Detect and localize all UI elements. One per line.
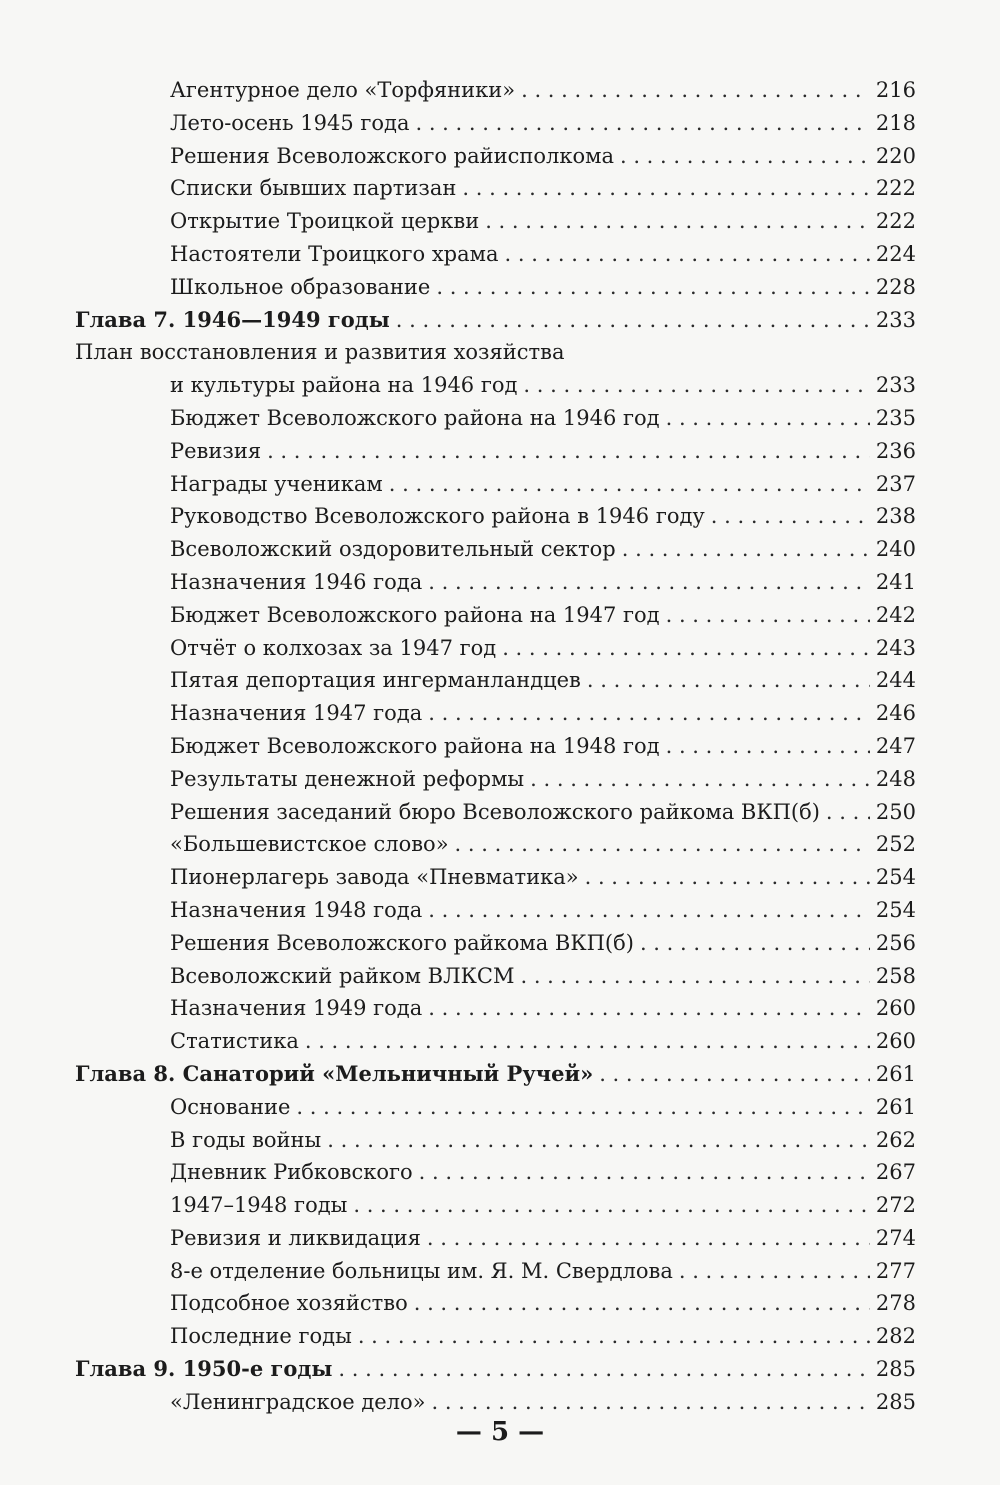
toc-entry-page: 220 bbox=[875, 143, 916, 168]
toc-entry bbox=[75, 894, 916, 927]
toc-entry-page: 256 bbox=[875, 930, 916, 955]
toc-entry bbox=[75, 566, 916, 599]
toc-entry-page: 262 bbox=[875, 1127, 916, 1152]
toc-entry-page: 235 bbox=[875, 405, 916, 430]
dot-leader bbox=[826, 796, 870, 829]
toc-entry-page: 272 bbox=[875, 1193, 916, 1218]
toc-entry bbox=[75, 1222, 916, 1255]
toc-entry bbox=[75, 533, 916, 566]
dot-leader bbox=[520, 960, 869, 993]
toc-entry-page: 216 bbox=[875, 78, 916, 102]
toc-entry-page: 242 bbox=[875, 602, 916, 627]
dot-leader bbox=[428, 566, 870, 599]
toc-entry bbox=[75, 205, 916, 238]
toc-entry bbox=[75, 1287, 916, 1320]
toc-entry-page: 222 bbox=[875, 176, 916, 201]
dot-leader bbox=[666, 402, 870, 435]
toc-entry-title: Бюджет Всеволожского района на 1948 год bbox=[170, 733, 660, 758]
dot-leader bbox=[428, 894, 870, 927]
toc-entry-page: 260 bbox=[875, 996, 916, 1021]
toc-entry bbox=[75, 632, 916, 665]
toc-entry-title: Глава 9. 1950-е годы bbox=[75, 1356, 333, 1382]
toc-entry bbox=[75, 500, 916, 533]
table-of-contents bbox=[75, 74, 916, 1419]
toc-entry-page: 261 bbox=[875, 1061, 916, 1086]
toc-entry-page: 244 bbox=[875, 668, 916, 693]
dot-leader bbox=[436, 271, 870, 304]
dot-leader bbox=[622, 533, 870, 566]
toc-entry bbox=[75, 664, 916, 697]
toc-entry bbox=[75, 1386, 916, 1419]
toc-entry-title: и культуры района на 1946 год bbox=[170, 373, 518, 398]
toc-entry-page: 285 bbox=[875, 1389, 916, 1414]
toc-entry bbox=[75, 1124, 916, 1157]
dot-leader bbox=[666, 730, 870, 763]
dot-leader bbox=[353, 1189, 870, 1222]
toc-entry bbox=[75, 1156, 916, 1189]
toc-entry-title: Бюджет Всеволожского района на 1946 год bbox=[170, 405, 660, 430]
dot-leader bbox=[485, 205, 870, 238]
dot-leader bbox=[666, 599, 870, 632]
dot-leader bbox=[414, 1287, 870, 1320]
toc-entry-title: В годы войны bbox=[170, 1127, 322, 1152]
toc-entry-title: Награды ученикам bbox=[170, 471, 383, 496]
toc-entry-page: 237 bbox=[875, 471, 916, 496]
toc-entry bbox=[75, 992, 916, 1025]
toc-entry-title: Лето-осень 1945 года bbox=[170, 110, 410, 135]
toc-entry-title: Агентурное дело «Торфяники» bbox=[170, 78, 516, 102]
toc-entry bbox=[75, 960, 916, 993]
toc-entry-page: 277 bbox=[875, 1258, 916, 1283]
toc-entry-page: 233 bbox=[875, 373, 916, 398]
toc-chapter-entry bbox=[75, 304, 916, 337]
toc-entry bbox=[75, 369, 916, 402]
toc-entry bbox=[75, 74, 916, 107]
toc-entry-page: 258 bbox=[875, 963, 916, 988]
toc-entry bbox=[75, 107, 916, 140]
dot-leader bbox=[462, 172, 870, 205]
toc-entry-title: Ревизия bbox=[170, 438, 262, 463]
dot-leader bbox=[521, 74, 870, 107]
toc-entry bbox=[75, 1091, 916, 1124]
toc-entry bbox=[75, 927, 916, 960]
toc-entry-title: Открытие Троицкой церкви bbox=[170, 209, 480, 234]
toc-entry-page: 274 bbox=[875, 1225, 916, 1250]
toc-entry-title: Всеволожский райком ВЛКСМ bbox=[170, 963, 515, 988]
dot-leader bbox=[396, 304, 870, 337]
toc-entry bbox=[75, 730, 916, 763]
toc-entry-title: Бюджет Всеволожского района на 1947 год bbox=[170, 602, 660, 627]
dot-leader bbox=[585, 861, 870, 894]
toc-entry bbox=[75, 238, 916, 271]
toc-entry-page: 260 bbox=[875, 1029, 916, 1054]
dot-leader bbox=[523, 369, 869, 402]
toc-entry-page: 233 bbox=[875, 307, 916, 332]
toc-entry-title: Всеволожский оздоровительный сектор bbox=[170, 537, 616, 562]
toc-entry-page: 222 bbox=[875, 209, 916, 234]
toc-entry-page: 240 bbox=[875, 537, 916, 562]
toc-entry-title: Назначения 1949 года bbox=[170, 996, 423, 1021]
dot-leader bbox=[679, 1255, 870, 1288]
dot-leader bbox=[599, 1058, 870, 1091]
toc-entry bbox=[75, 1255, 916, 1288]
toc-entry-page: 243 bbox=[875, 635, 916, 660]
toc-entry-page: 228 bbox=[875, 274, 916, 299]
toc-entry bbox=[75, 1189, 916, 1222]
toc-entry-title: 8-е отделение больницы им. Я. М. Свердлова bbox=[170, 1258, 673, 1283]
toc-entry-page: 224 bbox=[875, 241, 916, 266]
dot-leader bbox=[267, 435, 870, 468]
toc-entry bbox=[75, 861, 916, 894]
dot-leader bbox=[415, 107, 869, 140]
toc-entry-page: 250 bbox=[875, 799, 916, 824]
dot-leader bbox=[389, 468, 870, 501]
toc-entry-page: 252 bbox=[875, 832, 916, 857]
toc-entry bbox=[75, 336, 916, 369]
toc-entry-title: Руководство Всеволожского района в 1946 году bbox=[170, 504, 705, 529]
toc-entry-title: Списки бывших партизан bbox=[170, 176, 457, 201]
toc-entry-title: Назначения 1946 года bbox=[170, 569, 423, 594]
toc-entry-page: 248 bbox=[875, 766, 916, 791]
dot-leader bbox=[419, 1156, 870, 1189]
toc-entry bbox=[75, 140, 916, 173]
dot-leader bbox=[327, 1124, 870, 1157]
toc-entry-title: Назначения 1947 года bbox=[170, 701, 423, 726]
toc-entry bbox=[75, 1025, 916, 1058]
toc-entry bbox=[75, 796, 916, 829]
toc-entry-title: Подсобное хозяйство bbox=[170, 1291, 408, 1316]
dot-leader bbox=[587, 664, 870, 697]
toc-entry-page: 278 bbox=[875, 1291, 916, 1316]
toc-entry-page: 218 bbox=[875, 110, 916, 135]
toc-entry-title: 1947–1948 годы bbox=[170, 1193, 348, 1218]
toc-entry-title: Пятая депортация ингерманландцев bbox=[170, 668, 581, 693]
dot-leader bbox=[455, 828, 870, 861]
toc-entry bbox=[75, 402, 916, 435]
toc-entry-title: Глава 8. Санаторий «Мельничный Ручей» bbox=[75, 1060, 594, 1086]
toc-entry-title: План восстановления и развития хозяйства bbox=[75, 340, 565, 365]
toc-entry-title: Пионерлагерь завода «Пневматика» bbox=[170, 865, 579, 890]
toc-entry bbox=[75, 828, 916, 861]
toc-chapter-entry bbox=[75, 1058, 916, 1091]
dot-leader bbox=[338, 1353, 869, 1386]
dot-leader bbox=[432, 1386, 870, 1419]
toc-entry-page: 282 bbox=[875, 1324, 916, 1349]
toc-entry-title: Последние годы bbox=[170, 1324, 352, 1349]
toc-entry-page: 241 bbox=[875, 569, 916, 594]
dot-leader bbox=[427, 1222, 870, 1255]
page-number: — 5 — bbox=[455, 1417, 545, 1447]
dot-leader bbox=[620, 140, 870, 173]
toc-entry bbox=[75, 1320, 916, 1353]
toc-entry-title: Назначения 1948 года bbox=[170, 897, 423, 922]
toc-entry-title: Решения Всеволожского райисполкома bbox=[170, 143, 614, 168]
toc-entry bbox=[75, 763, 916, 796]
dot-leader bbox=[358, 1320, 870, 1353]
toc-entry bbox=[75, 271, 916, 304]
dot-leader bbox=[711, 500, 870, 533]
toc-entry-title: Глава 7. 1946—1949 годы bbox=[75, 306, 390, 332]
toc-entry bbox=[75, 172, 916, 205]
toc-entry-title: Школьное образование bbox=[170, 274, 431, 299]
toc-chapter-entry bbox=[75, 1353, 916, 1386]
toc-entry-page: 254 bbox=[875, 897, 916, 922]
dot-leader bbox=[505, 238, 870, 271]
toc-entry bbox=[75, 697, 916, 730]
dot-leader bbox=[428, 697, 870, 730]
toc-entry-title: Основание bbox=[170, 1094, 291, 1119]
toc-entry-page: 236 bbox=[875, 438, 916, 463]
toc-entry bbox=[75, 468, 916, 501]
toc-entry-title: Решения Всеволожского райкома ВКП(б) bbox=[170, 930, 634, 955]
toc-entry bbox=[75, 599, 916, 632]
dot-leader bbox=[640, 927, 870, 960]
toc-entry-page: 238 bbox=[875, 504, 916, 529]
toc-entry-title: Дневник Рибковского bbox=[170, 1160, 413, 1185]
dot-leader bbox=[530, 763, 870, 796]
toc-entry-title: Настоятели Троицкого храма bbox=[170, 241, 499, 266]
toc-entry-page: 267 bbox=[875, 1160, 916, 1185]
toc-entry-title: Статистика bbox=[170, 1029, 299, 1054]
toc-entry-title: Решения заседаний бюро Всеволожского райкома ВКП(б) bbox=[170, 799, 820, 824]
dot-leader bbox=[296, 1091, 870, 1124]
toc-entry-title: «Ленинградское дело» bbox=[170, 1389, 426, 1414]
dot-leader bbox=[502, 632, 870, 665]
dot-leader bbox=[305, 1025, 870, 1058]
toc-entry-page: 247 bbox=[875, 733, 916, 758]
toc-entry-page: 261 bbox=[875, 1094, 916, 1119]
toc-entry bbox=[75, 435, 916, 468]
toc-entry-page: 254 bbox=[875, 865, 916, 890]
toc-entry-page: 285 bbox=[875, 1357, 916, 1382]
toc-entry-title: Результаты денежной реформы bbox=[170, 766, 525, 791]
toc-entry-title: «Большевистское слово» bbox=[170, 832, 449, 857]
toc-entry-page: 246 bbox=[875, 701, 916, 726]
toc-entry-title: Ревизия и ликвидация bbox=[170, 1225, 421, 1250]
dot-leader bbox=[428, 992, 870, 1025]
toc-entry-title: Отчёт о колхозах за 1947 год bbox=[170, 635, 497, 660]
